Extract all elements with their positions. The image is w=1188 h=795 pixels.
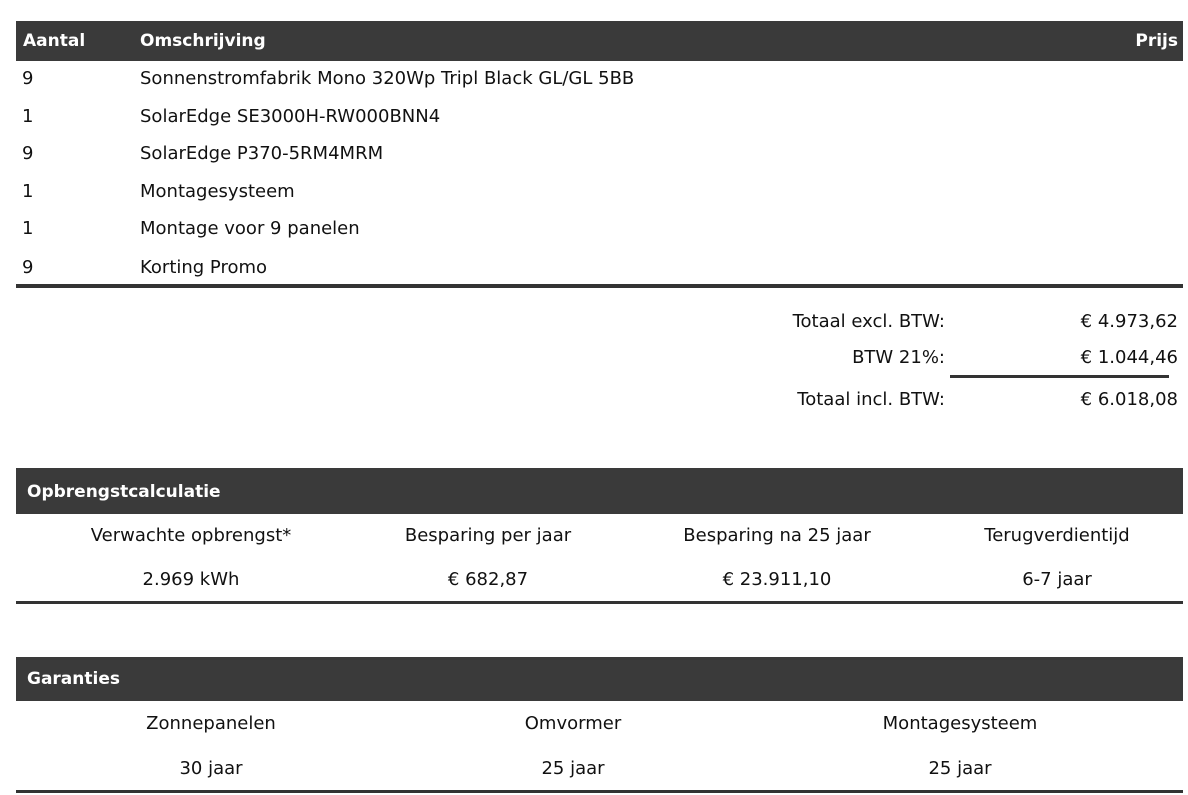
yield-col-label: Terugverdientijd: [984, 525, 1130, 546]
yield-section-title: Opbrengstcalculatie: [27, 482, 221, 502]
row-qty: 1: [22, 218, 34, 239]
yield-section-header: [16, 468, 1183, 514]
total-incl-label: Totaal incl. BTW:: [797, 389, 945, 410]
warranty-col-label: Zonnepanelen: [146, 713, 276, 734]
total-excl-label: Totaal excl. BTW:: [792, 311, 945, 332]
row-description: Montage voor 9 panelen: [140, 218, 360, 239]
header-description: Omschrijving: [140, 31, 266, 51]
order-table-header: [16, 21, 1183, 61]
row-qty: 9: [22, 68, 34, 89]
yield-col-value: 2.969 kWh: [142, 569, 240, 590]
row-description: SolarEdge SE3000H-RW000BNN4: [140, 106, 441, 127]
warranty-col-label: Montagesysteem: [882, 713, 1038, 734]
header-price: Prijs: [1135, 31, 1178, 51]
row-qty: 1: [22, 106, 34, 127]
row-description: Montagesysteem: [140, 181, 295, 202]
warranty-col-value: 30 jaar: [179, 758, 243, 779]
row-description: SolarEdge P370-5RM4MRM: [140, 143, 384, 164]
vat-label: BTW 21%:: [852, 347, 945, 368]
yield-col-label: Besparing na 25 jaar: [683, 525, 871, 546]
vat-value: € 1.044,46: [1080, 347, 1178, 368]
warranty-section-title: Garanties: [27, 669, 120, 689]
warranty-section-header: [16, 657, 1183, 701]
yield-col-value: € 682,87: [447, 569, 529, 590]
yield-bottom-rule: [16, 601, 1183, 604]
yield-col-label: Verwachte opbrengst*: [90, 525, 292, 546]
total-excl-value: € 4.973,62: [1080, 311, 1178, 332]
total-incl-value: € 6.018,08: [1080, 389, 1178, 410]
row-qty: 9: [22, 143, 34, 164]
warranty-col-value: 25 jaar: [928, 758, 992, 779]
row-description: Sonnenstromfabrik Mono 320Wp Tripl Black GL/GL 5BB: [140, 68, 635, 89]
yield-col-value: € 23.911,10: [722, 569, 832, 590]
warranty-col-label: Omvormer: [524, 713, 622, 734]
warranty-bottom-rule: [16, 790, 1183, 793]
yield-col-label: Besparing per jaar: [404, 525, 572, 546]
row-description: Korting Promo: [140, 257, 268, 278]
row-qty: 9: [22, 257, 34, 278]
totals-rule: [950, 375, 1169, 378]
row-qty: 1: [22, 181, 34, 202]
header-qty: Aantal: [23, 31, 86, 51]
warranty-col-value: 25 jaar: [541, 758, 605, 779]
yield-col-value: 6-7 jaar: [1022, 569, 1092, 590]
order-table-bottom-rule: [16, 284, 1183, 288]
